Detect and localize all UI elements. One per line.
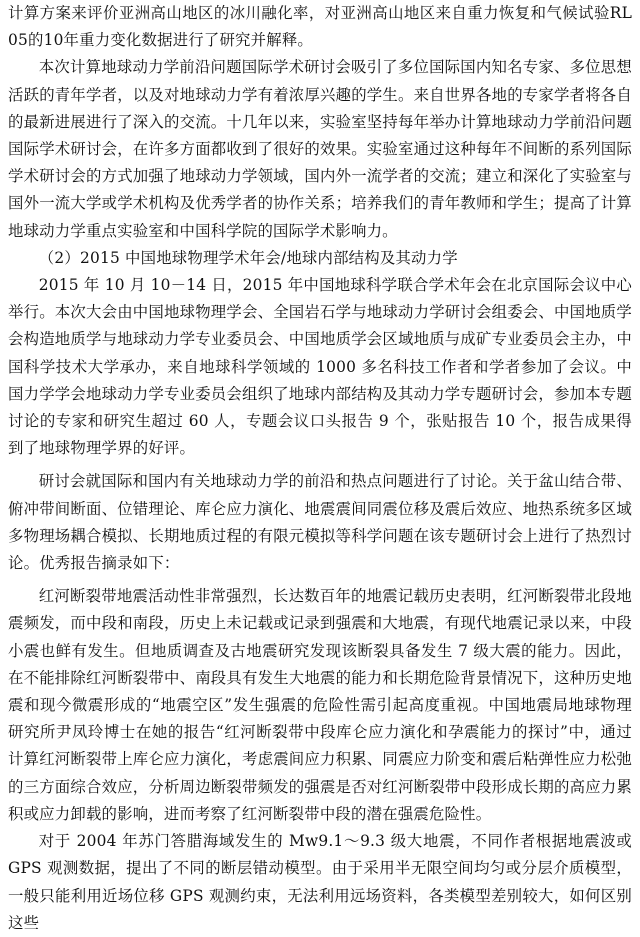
paragraph-2: 本次计算地球动力学前沿问题国际学术研讨会吸引了多位国际国内知名专家、多位思想活跃的青年学者，以及对地球动力学有着浓厚兴趣的学生。来自世界各地的专家学者将各自的最新进展进行了深入的交流。十几年以来，实验室坚持每年举办计算地球动力学前沿问题国际学术研讨会，在许多方面都收到了很好的效果。实验室通过这种每年不间断的系列国际学术研讨会的方式加强了地球动力学领域，国内外一流学者的交流；建立和深化了实验室与国外一流大学或学术机构及优秀学者的协作关系；培养我们的青年教师和学生；提高了计算地球动力学重点实验室和中国科学院的国际学术影响力。: [8, 58, 632, 240]
paragraph-1: 计算方案来评价亚洲高山地区的冰川融化率，对亚洲高山地区来自重力恢复和气候试验RL05的10年重力变化数据进行了研究并解释。: [8, 4, 632, 50]
document-page: [8, 0, 632, 937]
paragraph-5: 红河断裂带地震活动性非常强烈，长达数百年的地震记载历史表明，红河断裂带北段地震频发，而中段和南段，历史上未记载或记录到强震和大地震，有现代地震记录以来，中段小震也鲜有发生。但地质调查及古地震研究发现该断裂具备发生 7 级大震的能力。因此，在不能排除红河断裂带中、南段具有发生大地震的能力和长期危险背景情况下，这种历史地震和现今微震形成的“地震空区”发生强震的危险性需引起高度重视。中国地震局地球物理研究所尹凤玲博士在她的报告“红河断裂带中段库仑应力演化和孕震能力的探讨”中，通过计算红河断裂带上库仑应力演化，考虑震间应力积累、同震应力阶变和震后粘弹性应力松弛的三方面综合效应，分析周边断裂带频发的强震是否对红河断裂带中段形成长期的高应力累积或应力卸载的影响，进而考察了红河断裂带中段的潜在强震危险性。: [8, 587, 632, 823]
paragraph-4: 研讨会就国际和国内有关地球动力学的前沿和热点问题进行了讨论。关于盆山结合带、俯冲带间断面、位错理论、库仑应力演化、地震震间同震位移及震后效应、地热系统多区域多物理场耦合模拟、长期地质过程的有限元模拟等科学问题在该专题研讨会上进行了热烈讨论。优秀报告摘录如下：: [8, 472, 632, 573]
paragraph-3: 2015 年 10 月 10－14 日，2015 年中国地球科学联合学术年会在北京国际会议中心举行。本次大会由中国地球物理学会、全国岩石学与地球动力学研讨会组委会、中国地质学会构造地质学与地球动力学专业委员会、中国地质学会区域地质与成矿专业委员会主办，中国科学技术大学承办，来自地球科学领域的 1000 多名科技工作者和学者参加了会议。中国力学学会地球动力学专业委员会组织了地球内部结构及其动力学专题研讨会，参加本专题讨论的专家和研究生超过 60 人，专题会议口头报告 9 个，张贴报告 10 个，报告成果得到了地球物理学界的好评。: [8, 276, 632, 458]
paragraph-6: 对于 2004 年苏门答腊海域发生的 Mw9.1～9.3 级大地震，不同作者根据地震波或 GPS 观测数据，提出了不同的断层错动模型。由于采用半无限空间均匀或分层介质模型，一般只能利用近场位移 GPS 观测约束，无法利用远场资料，各类模型差别较大，如何区别这些: [8, 832, 632, 932]
section-heading: （2）2015 中国地球物理学术年会/地球内部结构及其动力学: [38, 248, 458, 267]
